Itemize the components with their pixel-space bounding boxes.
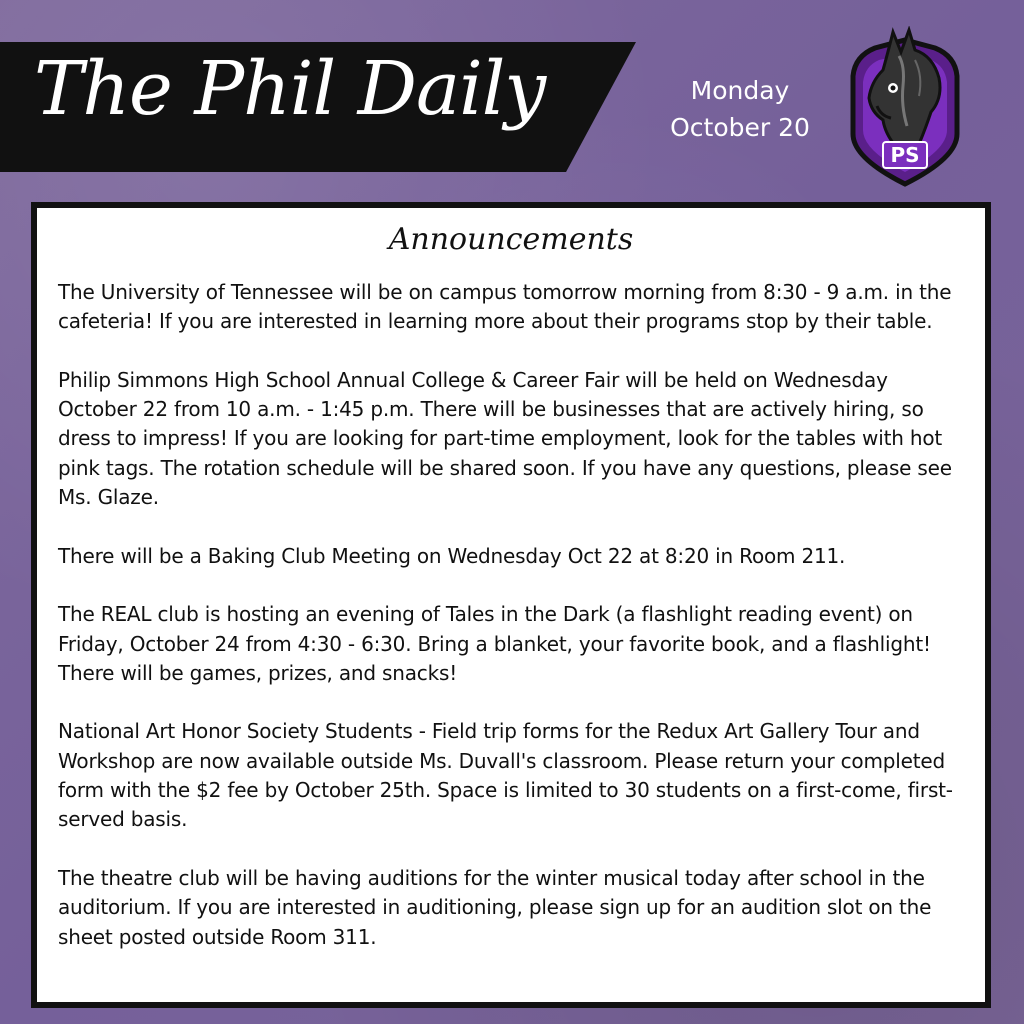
day-label: Monday <box>690 76 790 105</box>
date-label: October 20 <box>670 113 810 142</box>
announcement-item: The theatre club will be having auditions for the winter musical today after school in the auditorium. If you are interested in auditioning, please sign up for an audition slot on the sheet posted outside Room 311. <box>58 865 932 949</box>
logo-text: PS <box>890 143 920 167</box>
date-block <box>650 72 830 146</box>
announcement-item: Philip Simmons High School Annual College & Career Fair will be held on Wednesday October 22 from 10 a.m. - 1:45 p.m. There will be businesses that are actively hiring, so dress to impress! If you are looking for part-time employment, look for the tables with hot pink tags. The rotation schedule will be shared soon. If you have any questions, please see Ms. Glaze. <box>58 367 952 510</box>
announcements-panel <box>31 202 991 1008</box>
announcements-heading: Announcements <box>388 222 634 257</box>
announcement-item: The REAL club is hosting an evening of Tales in the Dark (a flashlight reading event) on Friday, October 24 from 4:30 - 6:30. Bring a blanket, your favorite book, and a flashlight! There will be games, prizes, and snacks! <box>58 602 931 685</box>
announcement-item: The University of Tennessee will be on campus tomorrow morning from 8:30 - 9 a.m. in the cafeteria! If you are interested in learning more about their programs stop by their table. <box>58 280 952 334</box>
announcement-item: National Art Honor Society Students - Field trip forms for the Redux Art Gallery Tour and Workshop are now available outside Ms. Duvall's classroom. Please return your completed form with the $2 fee by October 25th. Space is limited to 30 students on a first-come, first-served basis. <box>58 719 953 832</box>
announcement-item: There will be a Baking Club Meeting on Wednesday Oct 22 at 8:20 in Room 211. <box>58 543 846 568</box>
mustang-logo-icon <box>845 26 965 188</box>
announcements-list <box>58 278 971 981</box>
page-title: The Phil Daily <box>34 46 546 132</box>
